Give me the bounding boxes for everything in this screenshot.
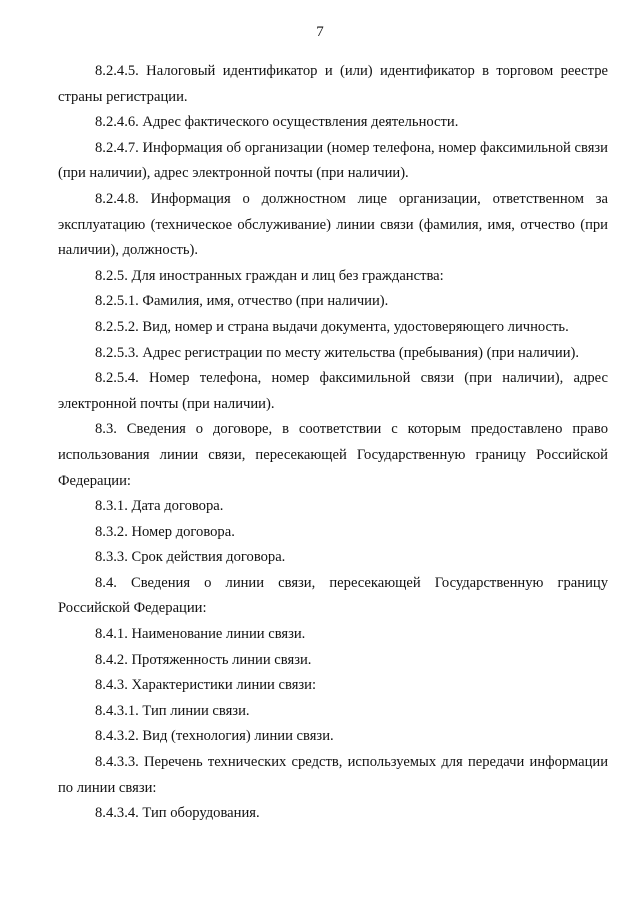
paragraph-8-2-4-8: 8.2.4.8. Информация о должностном лице организации, ответственном за эксплуатацию (техническое обслуживание) линии связи (фамилия, имя, отчество (при наличии), должность). xyxy=(58,190,608,259)
paragraph-8-4-3-2: 8.4.3.2. Вид (технология) линии связи. xyxy=(95,728,334,745)
paragraph-8-4: 8.4. Сведения о линии связи, пересекающей Государственную границу Российской Федерации: xyxy=(58,574,608,617)
paragraph-8-3-3: 8.3.3. Срок действия договора. xyxy=(95,549,286,566)
document-body xyxy=(58,59,608,827)
paragraph-8-3-2: 8.3.2. Номер договора. xyxy=(95,523,235,540)
paragraph-8-2-5: 8.2.5. Для иностранных граждан и лиц без гражданства: xyxy=(95,267,444,284)
paragraph-8-3-1: 8.3.1. Дата договора. xyxy=(95,498,224,515)
paragraph-8-2-4-6: 8.2.4.6. Адрес фактического осуществления деятельности. xyxy=(95,114,459,131)
paragraph-8-2-5-3: 8.2.5.3. Адрес регистрации по месту жительства (пребывания) (при наличии). xyxy=(95,344,580,361)
paragraph-8-4-3: 8.4.3. Характеристики линии связи: xyxy=(95,677,317,694)
paragraph-8-2-4-5: 8.2.4.5. Налоговый идентификатор и (или) идентификатор в торговом реестре страны регистрации. xyxy=(58,63,608,105)
paragraph-8-2-5-4: 8.2.5.4. Номер телефона, номер факсимильной связи (при наличии), адрес электронной почты (при наличии). xyxy=(58,370,608,412)
paragraph-8-2-5-1: 8.2.5.1. Фамилия, имя, отчество (при наличии). xyxy=(95,293,389,310)
paragraph-8-2-4-7: 8.2.4.7. Информация об организации (номер телефона, номер факсимильной связи (при наличии), адрес электронной почты (при наличии). xyxy=(58,139,608,182)
paragraph-8-2-5-2: 8.2.5.2. Вид, номер и страна выдачи документа, удостоверяющего личность. xyxy=(95,318,569,335)
paragraph-8-4-1: 8.4.1. Наименование линии связи. xyxy=(95,626,306,643)
page-number: 7 xyxy=(316,24,324,40)
paragraph-8-4-3-4: 8.4.3.4. Тип оборудования. xyxy=(95,805,260,822)
paragraph-8-4-2: 8.4.2. Протяженность линии связи. xyxy=(95,651,312,668)
paragraph-8-3: 8.3. Сведения о договоре, в соответствии с которым предоставлено право использования линии связи, пересекающей Государственную границу Российской Федерации: xyxy=(58,421,608,489)
paragraph-8-4-3-3: 8.4.3.3. Перечень технических средств, используемых для передачи информации по линии связи: xyxy=(58,754,608,796)
paragraph-8-4-3-1: 8.4.3.1. Тип линии связи. xyxy=(95,702,250,719)
